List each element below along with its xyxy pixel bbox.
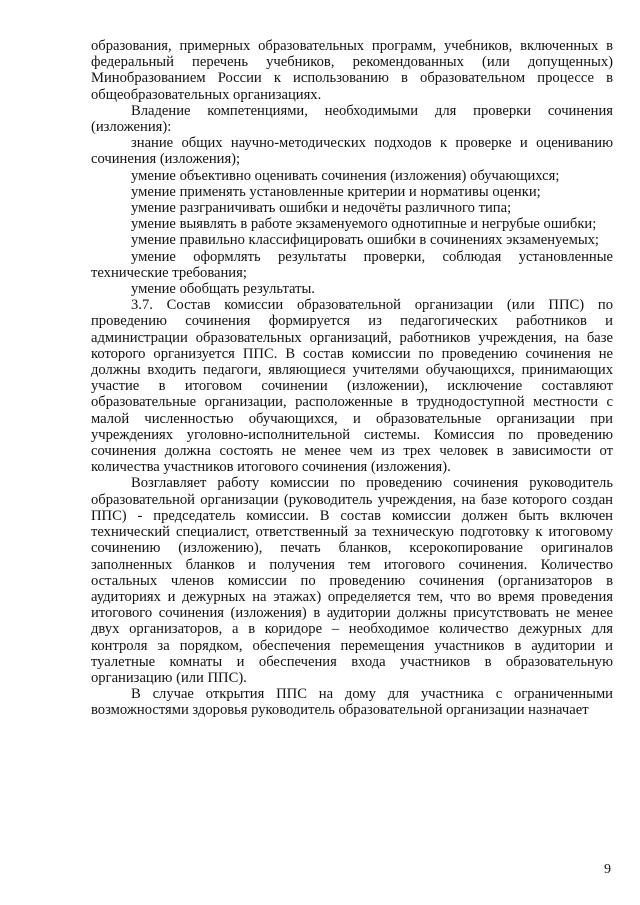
list-item-summarize: умение обобщать результаты. bbox=[131, 281, 315, 298]
list-item-knowledge: знание общих научно-методических подходов к проверке и оцениванию сочинения (изложения); bbox=[91, 135, 613, 168]
page-number: 9 bbox=[604, 862, 611, 877]
list-item-evaluate: умение объективно оценивать сочинения (изложения) обучающихся; bbox=[131, 167, 560, 184]
list-item-classify-errors: умение правильно классифицировать ошибки в сочинениях экзаменуемых; bbox=[131, 232, 599, 249]
list-item-format-results: умение оформлять результаты проверки, соблюдая установленные технические требования; bbox=[91, 248, 613, 281]
list-item-identify-errors: умение выявлять в работе экзаменуемого однотипные и негрубые ошибки; bbox=[131, 216, 597, 233]
paragraph-home-exam: В случае открытия ППС на дому для участника с ограниченными возможностями здоровья руководитель образовательной организации назначает bbox=[91, 686, 613, 719]
paragraph-commission-head: Возглавляет работу комиссии по проведению сочинения руководитель образовательной организации (руководитель учреждения, на базе которого создан ППС) - председатель комиссии. В состав комиссии должен быть включен технический специалист, ответственный за техническую подготовку к итоговому сочинению (изложению), печать бланков, ксерокопирование оригиналов заполненных бланков и получения тем итогового сочинения. Количество остальных членов комиссии по проведению сочинения (организаторов в аудиториях и дежурных на этажах) определяется тем, что во время проведения итогового сочинения (изложения) в аудитории должны присутствовать не менее двух организаторов, а в коридоре – необходимое количество дежурных для контроля за порядком, обеспечения перемещения участников в аудитории и туалетные комнаты и обеспечения входа участников в образовательную организацию (или ППС). bbox=[91, 475, 613, 686]
paragraph-section-3-7: 3.7. Состав комиссии образовательной организации (или ППС) по проведению сочинения формируется из педагогических работников и администрации образовательных организаций, работников учреждения, на базе которого организуется ППС. В состав комиссии по проведению сочинения не должны входить педагоги, являющиеся учителями обучающихся, принимающих участие в итоговом сочинении (изложении), исключение составляют образовательные организации, расположенные в труднодоступной местности с малой численностью обучающихся, и образовательные организации при учреждениях уголовно-исполнительной системы. Комиссия по проведению сочинения должна состоять не менее чем из трех человек в зависимости от количества участников итогового сочинения (изложения). bbox=[91, 297, 613, 476]
list-item-apply-criteria: умение применять установленные критерии и нормативы оценки; bbox=[131, 183, 541, 200]
list-item-distinguish-errors: умение разграничивать ошибки и недочёты различного типа; bbox=[131, 200, 512, 217]
paragraph-competencies-heading: Владение компетенциями, необходимыми для проверки сочинения (изложения): bbox=[91, 102, 613, 136]
document-page bbox=[91, 38, 613, 719]
paragraph-continuation: образования, примерных образовательных программ, учебников, включенных в федеральный перечень учебников, рекомендованных (или допущенных) Минобразованием России к использованию в образовательном процессе в общеобразовательных организациях. bbox=[91, 38, 613, 103]
